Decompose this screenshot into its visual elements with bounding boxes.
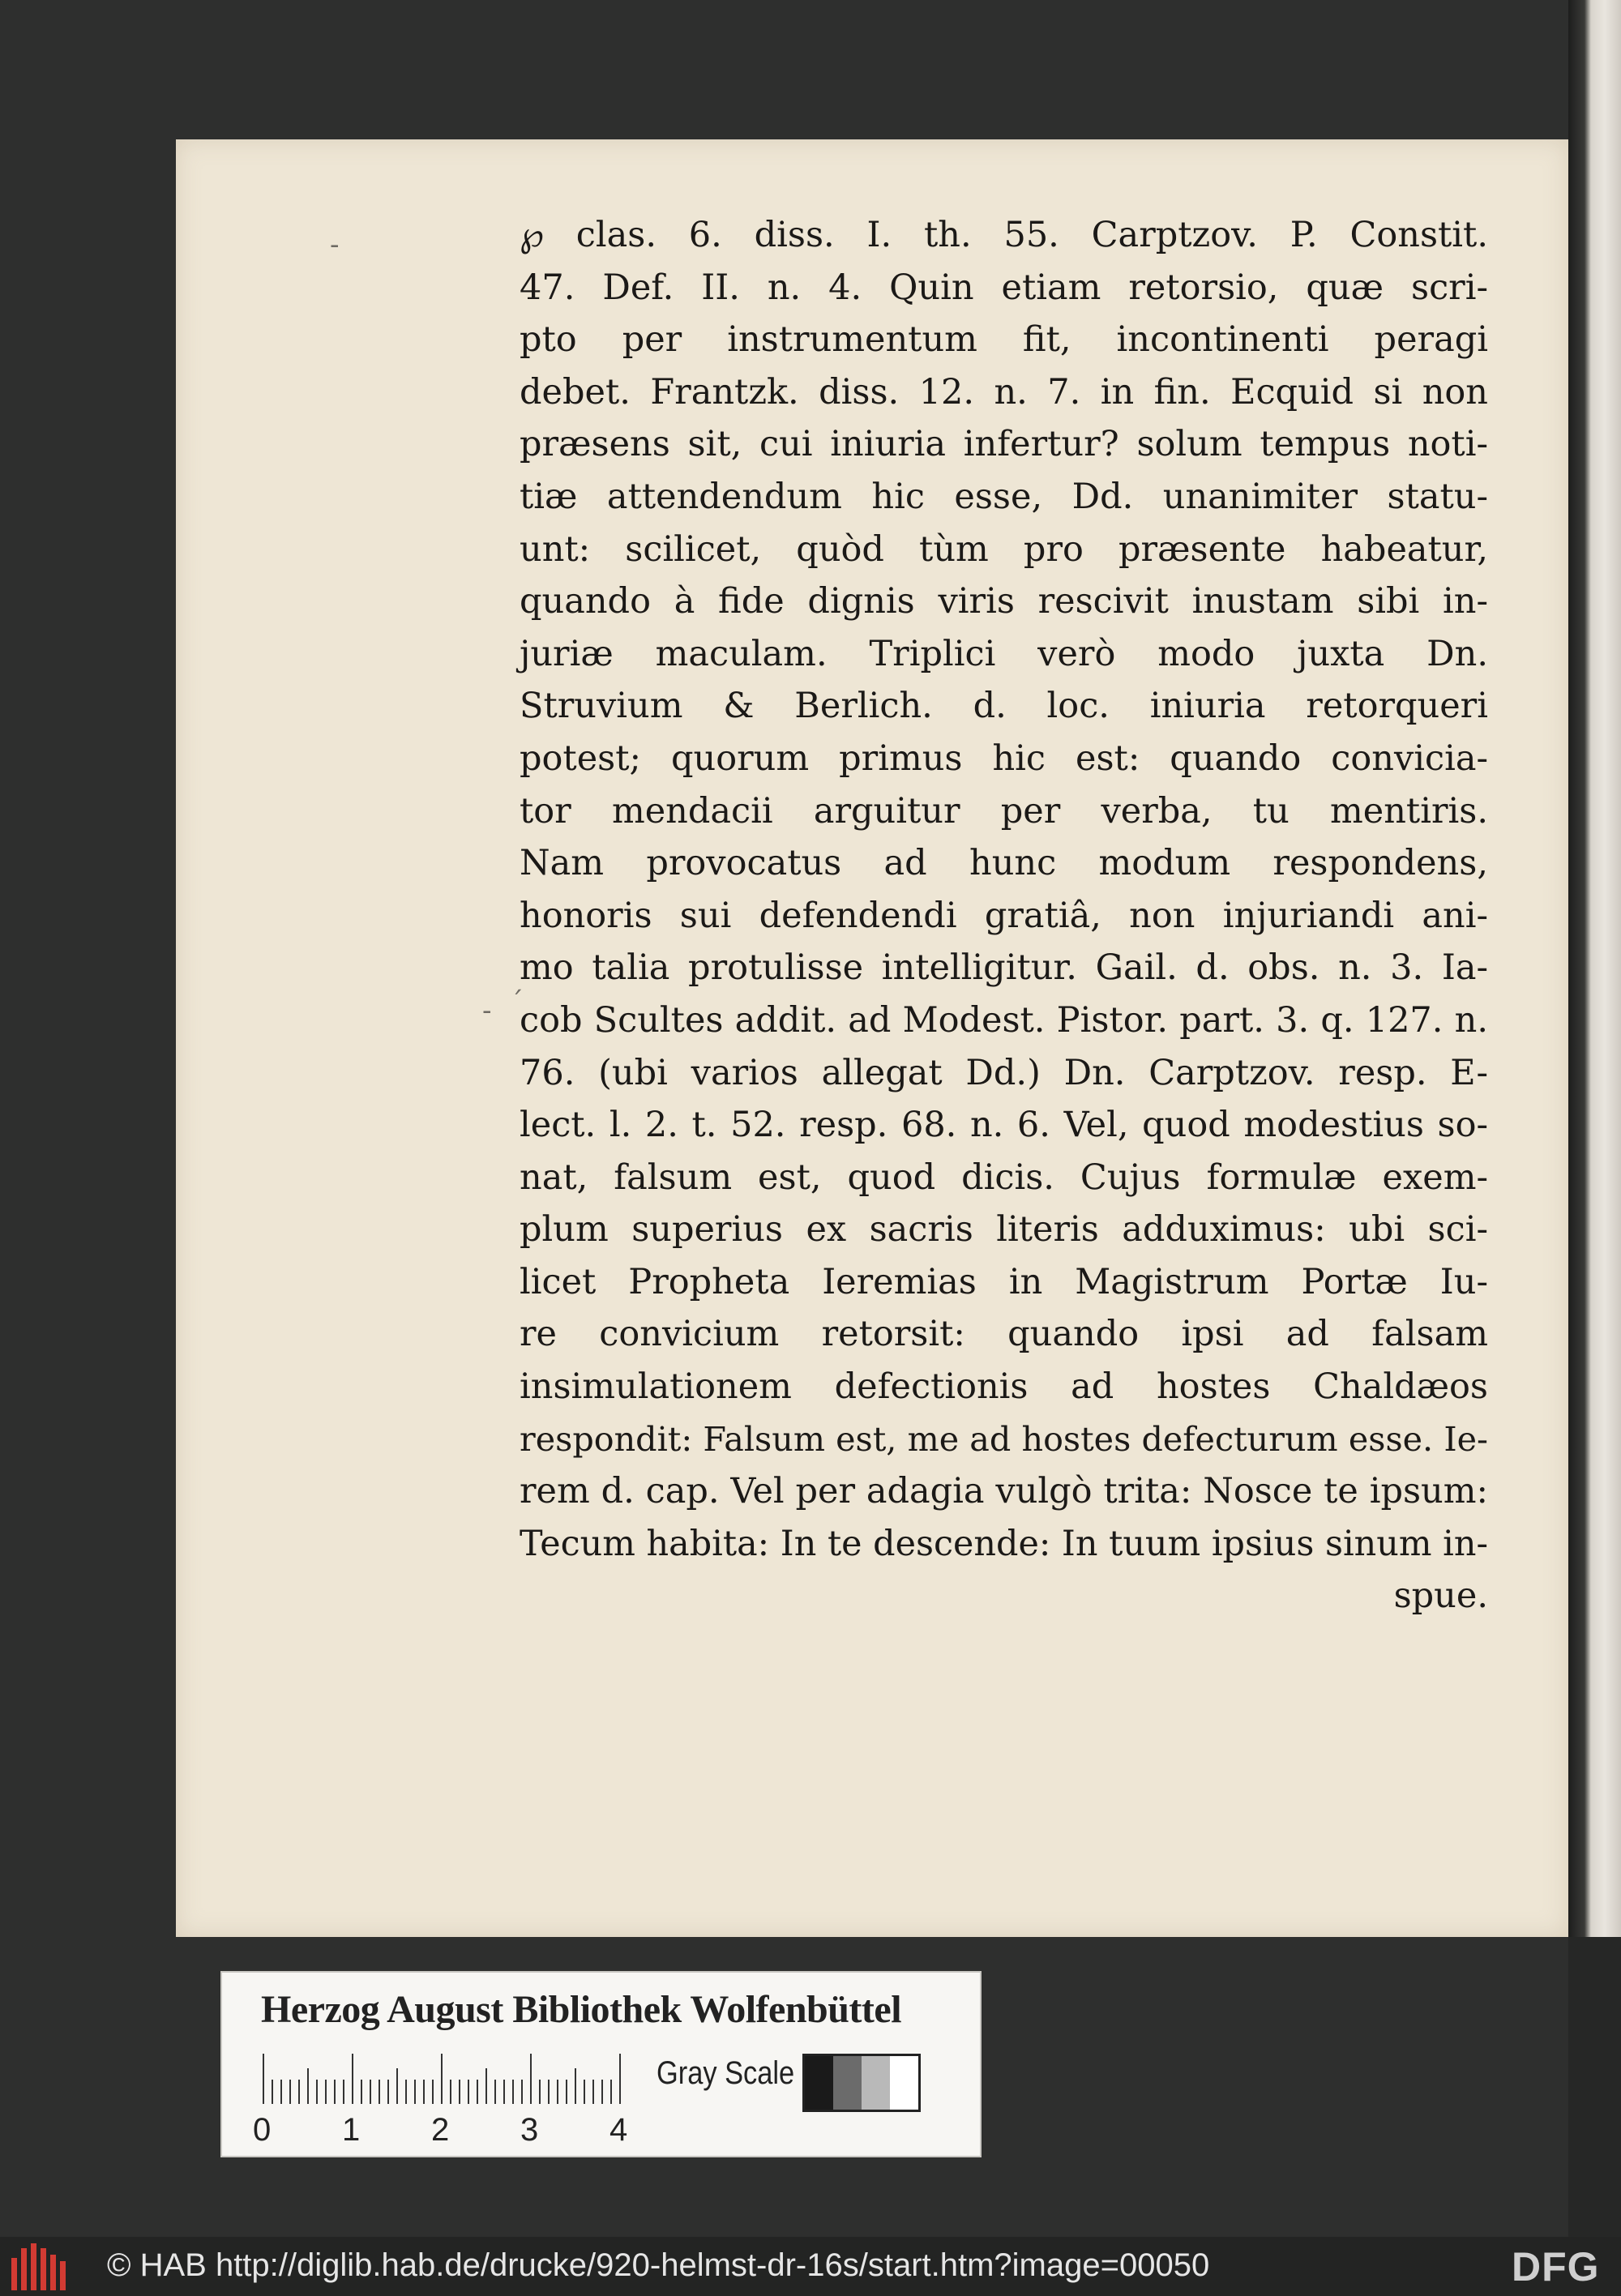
page-text-block xyxy=(520,209,1488,1623)
ruler-tick xyxy=(423,2080,425,2104)
ruler-tick xyxy=(414,2080,416,2104)
ruler-number: 1 xyxy=(342,2112,361,2148)
ruler-tick xyxy=(352,2054,353,2104)
dfg-logo: DFG xyxy=(1512,2244,1600,2290)
text-line: honoris sui defendendi gratiâ, non injuriandi ani- xyxy=(520,895,1488,936)
ruler-tick xyxy=(379,2080,380,2104)
ruler-tick xyxy=(584,2080,585,2104)
ruler-tick xyxy=(387,2080,389,2104)
text-line: unt: scilicet, quòd tùm pro præsente habeatur, xyxy=(520,528,1488,570)
ruler-number: 2 xyxy=(431,2112,450,2148)
text-line: licet Propheta Ieremias in Magistrum Portæ Iu- xyxy=(520,1261,1488,1302)
ruler-tick xyxy=(548,2080,550,2104)
ruler-tick xyxy=(592,2080,594,2104)
ruler-tick xyxy=(521,2080,523,2104)
ruler-tick xyxy=(539,2080,541,2104)
ruler-tick xyxy=(601,2080,603,2104)
ruler-tick xyxy=(334,2080,336,2104)
text-line: pto per instrumentum fit, incontinenti peragi xyxy=(520,319,1488,361)
ruler-tick xyxy=(619,2054,621,2104)
ruler-number: 4 xyxy=(609,2112,628,2148)
ruler-tick xyxy=(325,2080,327,2104)
text-line: quando à fide dignis viris rescivit inustam sibi in- xyxy=(520,581,1488,622)
ruler-number: 3 xyxy=(520,2112,539,2148)
ruler-tick xyxy=(361,2080,362,2104)
text-line: potest; quorum primus hic est: quando convicia- xyxy=(520,738,1488,779)
ruler-tick xyxy=(370,2080,371,2104)
ruler-tick xyxy=(575,2068,576,2104)
margin-mark: - xyxy=(482,994,492,1027)
ruler-tick xyxy=(432,2080,434,2104)
ruler-tick xyxy=(441,2054,443,2104)
footer-bar xyxy=(0,2237,1621,2296)
ruler-tick xyxy=(557,2080,558,2104)
text-line: 76. (ubi varios allegat Dd.) Dn. Carptzov. resp. E- xyxy=(520,1052,1488,1093)
gray-swatch-cell xyxy=(833,2056,862,2110)
text-line: tor mendacii arguitur per verba, tu mentiris. xyxy=(520,790,1488,832)
text-line: debet. Frantzk. diss. 12. n. 7. in fin. Ecquid si non xyxy=(520,371,1488,413)
text-line: respondit: Falsum est, me ad hostes defecturum esse. Ie- xyxy=(520,1419,1488,1459)
color-scale-card xyxy=(220,1971,982,2157)
ruler-tick xyxy=(298,2080,300,2104)
ruler-tick xyxy=(289,2080,291,2104)
text-line: Struvium & Berlich. d. loc. iniuria retorqueri xyxy=(520,686,1488,727)
ruler-tick xyxy=(343,2080,344,2104)
text-line: Nam provocatus ad hunc modum respondens, xyxy=(520,843,1488,884)
ruler-tick xyxy=(316,2080,318,2104)
gray-swatch-cell xyxy=(862,2056,890,2110)
margin-mark: - xyxy=(330,229,340,261)
text-line: rem d. cap. Vel per adagia vulgò trita: Nosce te ipsum: xyxy=(520,1471,1488,1512)
footer-copyright-link[interactable]: © HAB http://diglib.hab.de/drucke/920-helmst-dr-16s/start.htm?image=00050 xyxy=(107,2247,1210,2283)
book-edge xyxy=(1568,0,1621,2237)
text-line: præsens sit, cui iniuria infertur? solum tempus noti- xyxy=(520,424,1488,465)
text-line: 47. Def. II. n. 4. Quin etiam retorsio, quæ scri- xyxy=(520,267,1488,308)
ruler-tick xyxy=(459,2080,460,2104)
text-line: re convicium retorsit: quando ipsi ad falsam xyxy=(520,1314,1488,1355)
hab-logo-icon xyxy=(11,2243,68,2290)
text-line: ℘ clas. 6. diss. I. th. 55. Carptzov. P. Constit. xyxy=(520,215,1488,255)
ruler xyxy=(263,2054,627,2104)
text-line: juriæ maculam. Triplici verò modo juxta Dn. xyxy=(520,633,1488,674)
gray-swatch-cell xyxy=(805,2056,833,2110)
text-line: mo talia protulisse intelligitur. Gail. d. obs. n. 3. Ia- xyxy=(520,947,1488,989)
margin-mark: ´ xyxy=(510,986,524,1019)
ruler-tick xyxy=(307,2068,309,2104)
ruler-tick xyxy=(512,2080,514,2104)
ruler-tick xyxy=(468,2080,469,2104)
library-name: Herzog August Bibliothek Wolfenbüttel xyxy=(261,1988,902,2031)
ruler-tick xyxy=(530,2054,532,2104)
ruler-tick xyxy=(610,2080,612,2104)
ruler-tick xyxy=(280,2080,282,2104)
text-line: Tecum habita: In te descende: In tuum ipsius sinum in- xyxy=(520,1523,1488,1564)
ruler-tick xyxy=(396,2068,398,2104)
ruler-tick xyxy=(263,2054,264,2104)
ruler-tick xyxy=(450,2080,451,2104)
text-line: lect. l. 2. t. 52. resp. 68. n. 6. Vel, quod modestius so- xyxy=(520,1105,1488,1146)
ruler-number: 0 xyxy=(253,2112,272,2148)
text-line: tiæ attendendum hic esse, Dd. unanimiter statu- xyxy=(520,476,1488,517)
ruler-tick xyxy=(477,2080,478,2104)
ruler-tick xyxy=(503,2080,505,2104)
text-line: plum superius ex sacris literis adduximus: ubi sci- xyxy=(520,1209,1488,1251)
ruler-tick xyxy=(272,2080,273,2104)
text-line: cob Scultes addit. ad Modest. Pistor. part. 3. q. 127. n. xyxy=(520,999,1488,1041)
text-line: nat, falsum est, quod dicis. Cujus formulæ exem- xyxy=(520,1157,1488,1198)
gray-swatch-cell xyxy=(890,2056,918,2110)
ruler-tick xyxy=(494,2080,496,2104)
gray-scale-label: Gray Scale xyxy=(657,2055,795,2091)
text-line: insimulationem defectionis ad hostes Chaldæos xyxy=(520,1366,1488,1408)
gray-scale-swatch xyxy=(802,2054,921,2112)
text-line: spue. xyxy=(1393,1576,1488,1617)
ruler-tick xyxy=(566,2080,567,2104)
ruler-tick xyxy=(485,2068,487,2104)
ruler-tick xyxy=(405,2080,407,2104)
book-edge-shadow xyxy=(1568,1937,1621,2237)
